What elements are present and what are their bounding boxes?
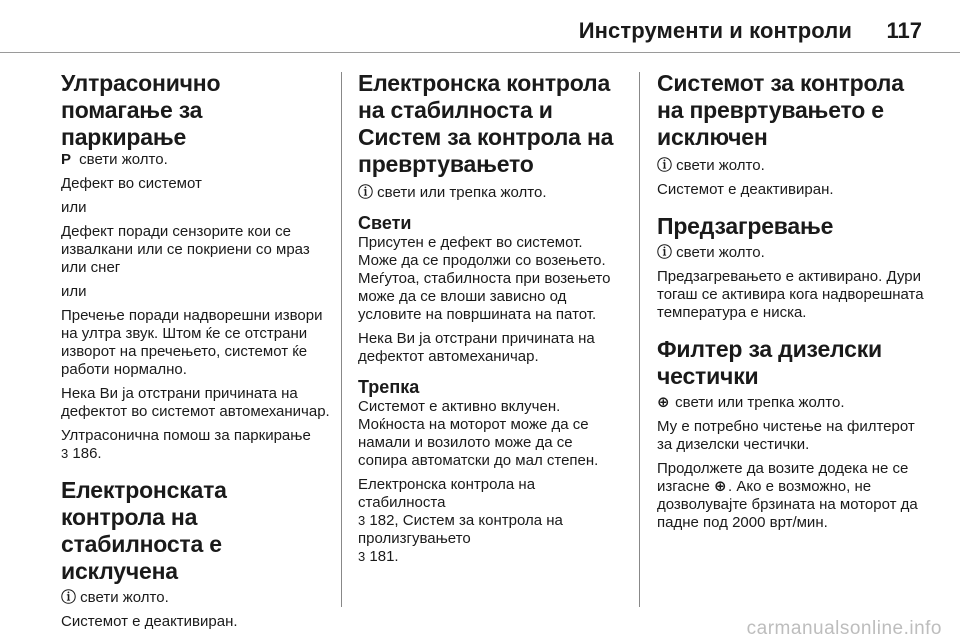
paragraph: Системот е деактивиран. [657,181,834,198]
paragraph: Дефект во системот [61,175,202,192]
parking-assist-icon: P [61,151,72,168]
paragraph: Продолжете да возите додека не се изгасне ⊕. Ако е возможно, не дозволувајте брзината на моторот да падне под 2000 врт/мин. [657,460,918,531]
paragraph: Системот е деактивиран. [61,613,238,630]
paragraph: Системот е активно вклучен. Моќноста на моторот може да се намали и возилото може да се сопира автоматски до мал степен. [358,398,599,469]
page-ref-icon: 3 [358,549,366,564]
parking-assist-status: P свети жолто. [61,151,168,168]
paragraph-xref: Ултрасонична помош за паркирање 3 186. [61,427,311,462]
esc-icon: ⓘ [358,184,374,201]
subheading-lit: Свети [358,213,412,233]
paragraph: Присутен е дефект во системот. Може да се продолжи со возењето. Меѓутоа, стабилноста при возењето може да се влоши зависно од условите на површината на патот. [358,234,611,323]
paragraph: Пречење поради надворешни извори на ултра звук. Штом ќе се отстрани изворот на пречењето, системот ќе работи нормално. [61,307,323,378]
esc-off-status: ⓘ свети жолто. [61,589,169,606]
paragraph: Дефект поради сензорите кои се извалкани или се покриени со мраз или снег [61,223,310,276]
subheading-flashing: Трепка [358,377,420,397]
paragraph: Му е потребно чистење на филтерот за дизелски честички. [657,418,915,453]
page-ref-icon: 3 [358,513,366,528]
tc-off-status: ⓘ свети жолто. [657,157,765,174]
heading-dpf: Филтер за дизелски честички [657,336,882,389]
paragraph: Предзагревањето е активирано. Дури тогаш се активира кога надворешната температура е ниска. [657,268,924,321]
preheating-status: ⓘ свети жолто. [657,244,765,261]
page-number: 117 [886,18,922,43]
watermark: carmanualsonline.info [746,618,942,639]
heading-esc-off: Електронската контрола на стабилноста е исклучена [61,477,227,584]
column-divider-1 [341,72,342,607]
dpf-status: ⊕ свети или трепка жолто. [657,394,845,411]
heading-tc-off: Системот за контрола на превртувањето е исключен [657,70,904,150]
paragraph-or: или [61,283,87,300]
column-3 [657,62,927,538]
heading-parking-assist: Ултрасонично помагање за паркирање [61,70,221,150]
heading-preheating: Предзагревање [657,213,834,239]
dpf-icon: ⊕ [714,478,727,495]
column-divider-2 [639,72,640,607]
paragraph: Нека Ви ја отстрани причината на дефектот автомеханичар. [358,330,595,365]
esc-status: ⓘ свети или трепка жолто. [358,184,547,201]
page-header [0,12,960,52]
column-1 [61,62,331,637]
esc-off-icon: ⓘ [61,589,77,606]
heading-esc-tc: Електронска контрола на стабилноста и Систем за контрола на превртувањето [358,70,614,177]
page-title: Инструменти и контроли [578,18,852,43]
paragraph-xref: Електронска контрола на стабилноста 3 182, Систем за контрола на пролизгувањето 3 181. [358,476,563,565]
paragraph-or: или [61,199,87,216]
page-ref-icon: 3 [61,446,69,461]
preheating-icon: ⓘ [657,244,673,261]
dpf-icon: ⊕ [657,394,670,411]
paragraph: Нека Ви ја отстрани причината на дефектот во системот автомеханичар. [61,385,330,420]
column-2 [358,62,624,572]
tc-off-icon: ⓘ [657,157,673,174]
header-divider [0,52,960,53]
